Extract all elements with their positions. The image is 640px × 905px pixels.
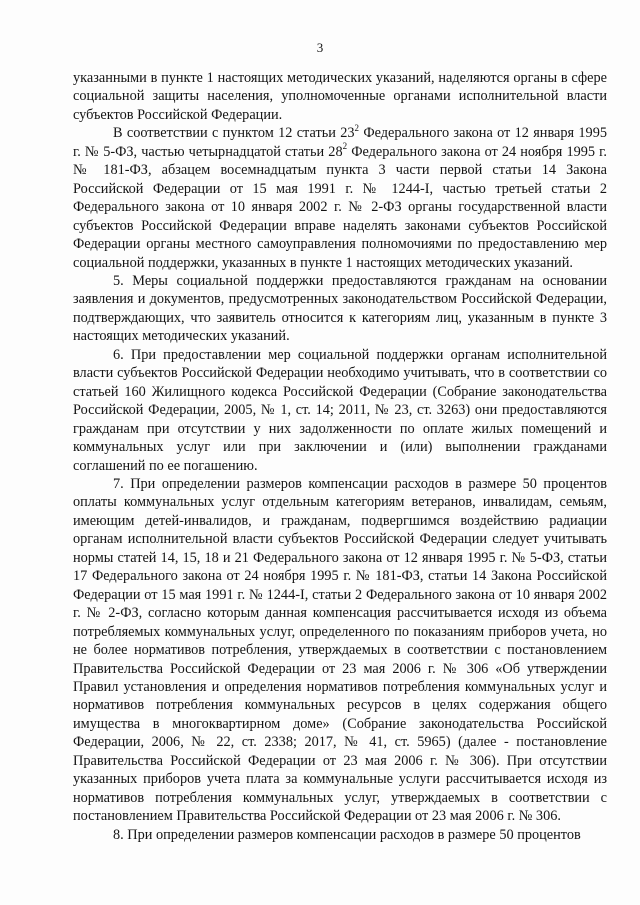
paragraph-5: 5. Меры социальной поддержки предоставляются гражданам на основании заявления и документов, предусмотренных законодательством Российской Федерации, подтверждающих, что заявитель относится к категориям лиц, указанным в пункте 3 настоящих методических указаний. [73,272,607,345]
document-body [73,69,607,844]
paragraph-delegation-part1: В соответствии с пунктом 12 статьи 23 [113,125,355,142]
page-number: 3 [316,40,324,55]
paragraph-continuation: указанными в пункте 1 настоящих методических указаний, наделяются органы в сфере социальной защиты населения, уполномоченные органами исполнительной власти субъектов Российской Федерации. [73,70,607,123]
paragraph-delegation [73,124,607,272]
paragraph-8: 8. При определении размеров компенсации расходов в размере 50 процентов [113,826,581,843]
paragraph-delegation-part3: Федерального закона от 24 ноября 1995 г. № 181-ФЗ, абзацем восемнадцатым пункта 3 части первой статьи 14 Закона Российской Федерации от 15 мая 1991 г. № 1244-I, частью третьей статьи 2 Федерального закона от 10 января 2002 г. № 2-ФЗ органы государственной власти субъектов Российской Федерации вправе наделять законами субъектов Российской Федерации органы местного самоуправления полномочиями по предоставлению мер социальной поддержки, указанных в пункте 1 настоящих методических указаний. [73,143,607,271]
paragraph-6: 6. При предоставлении мер социальной поддержки органам исполнительной власти субъектов Российской Федерации необходимо учитывать, что в соответствии со статьей 160 Жилищного кодекса Российской Федерации (Собрание законодательства Российской Федерации, 2005, № 1, ст. 14; 2011, № 23, ст. 3263) они предоставляются гражданам при отсутствии у них задолженности по оплате жилых помещений и коммунальных услуг или при заключении и (или) выполнении гражданами соглашений по ее погашению. [73,346,607,474]
paragraph-7: 7. При определении размеров компенсации расходов в размере 50 процентов оплаты коммунальных услуг отдельным категориям ветеранов, инвалидам, семьям, имеющим детей-инвалидов, и гражданам, подвергшимся воздействию радиации органам исполнительной власти субъектов Российской Федерации следует учитывать нормы статей 14, 15, 18 и 21 Федерального закона от 12 января 1995 г. № 5-ФЗ, статьи 17 Федерального закона от 24 ноября 1995 г. № 181-ФЗ, статьи 14 Закона Российской Федерации от 15 мая 1991 г. № 1244-I, статьи 2 Федерального закона от 10 января 2002 г. № 2-ФЗ, согласно которым данная компенсация рассчитывается исходя из объема потребляемых коммунальных услуг, определенного по показаниям приборов учета, но не более нормативов потребления, утверждаемых в соответствии с постановлением Правительства Российской Федерации от 23 мая 2006 г. № 306 «Об утверждении Правил установления и определения нормативов потребления коммунальных услуг и нормативов потребления коммунальных ресурсов в целях содержания общего имущества в многоквартирном доме» (Собрание законодательства Российской Федерации, 2006, № 22, ст. 2338; 2017, № 41, ст. 5965) (далее - постановление Правительства Российской Федерации от 23 мая 2006 г. № 306). При отсутствии указанных приборов учета плата за коммунальные услуги рассчитывается исходя из нормативов потребления коммунальных услуг, утверждаемых в соответствии с постановлением Правительства Российской Федерации от 23 мая 2006 г. № 306. [73,475,607,825]
paragraph-delegation-part2: Федерального закона от 12 января 1995 г. № 5-ФЗ, частью четырнадцатой статьи 28 [73,125,607,160]
superscript-article-number: 2 [354,122,359,133]
superscript-article-number: 2 [342,141,348,152]
